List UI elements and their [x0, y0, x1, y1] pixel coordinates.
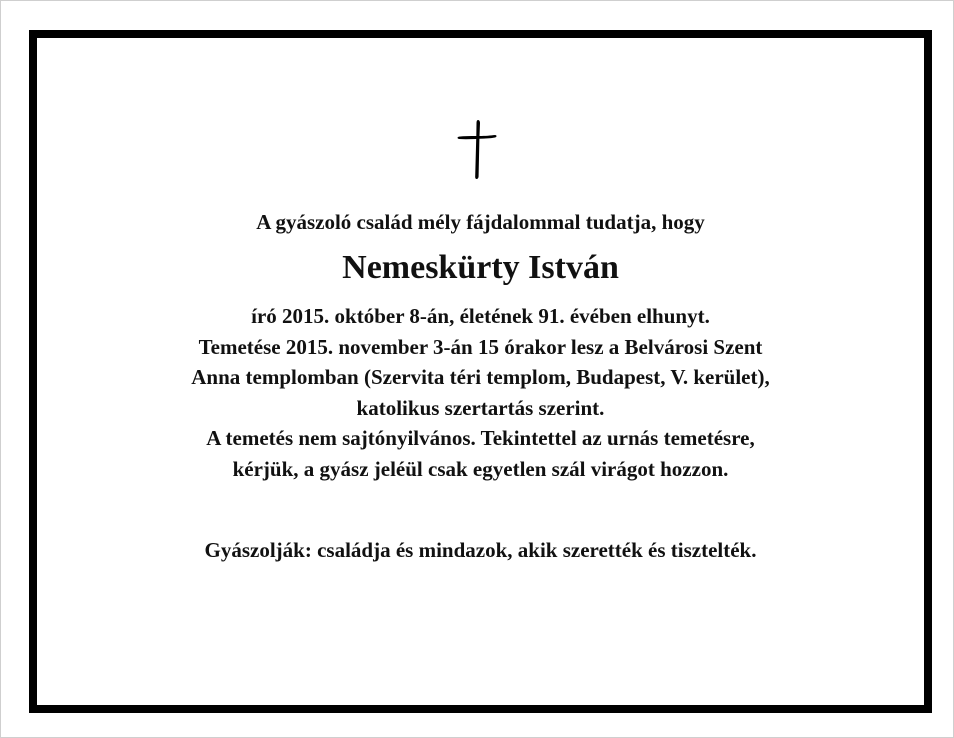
cross-icon	[455, 118, 499, 180]
notice-line: katolikus szertartás szerint.	[356, 395, 605, 420]
notice-body	[37, 301, 924, 484]
notice-line: kérjük, a gyász jeléül csak egyetlen szál virágot hozzon.	[232, 456, 729, 481]
notice-line: A temetés nem sajtónyilvános. Tekintettel az urnás temetésre,	[206, 426, 755, 450]
signoff-text: Gyászolják: családja és mindazok, akik szerették és tisztelték.	[204, 538, 757, 562]
notice-line: Anna templomban (Szervita téri templom, Budapest, V. kerület),	[191, 365, 770, 389]
intro-text: A gyászoló család mély fájdalommal tudatja, hogy	[256, 210, 705, 234]
notice-line: Temetése 2015. november 3-án 15 órakor lesz a Belvárosi Szent	[198, 334, 763, 359]
notice-line: író 2015. október 8-án, életének 91. évében elhunyt.	[251, 304, 710, 328]
deceased-name: Nemeskürty István	[342, 249, 619, 286]
